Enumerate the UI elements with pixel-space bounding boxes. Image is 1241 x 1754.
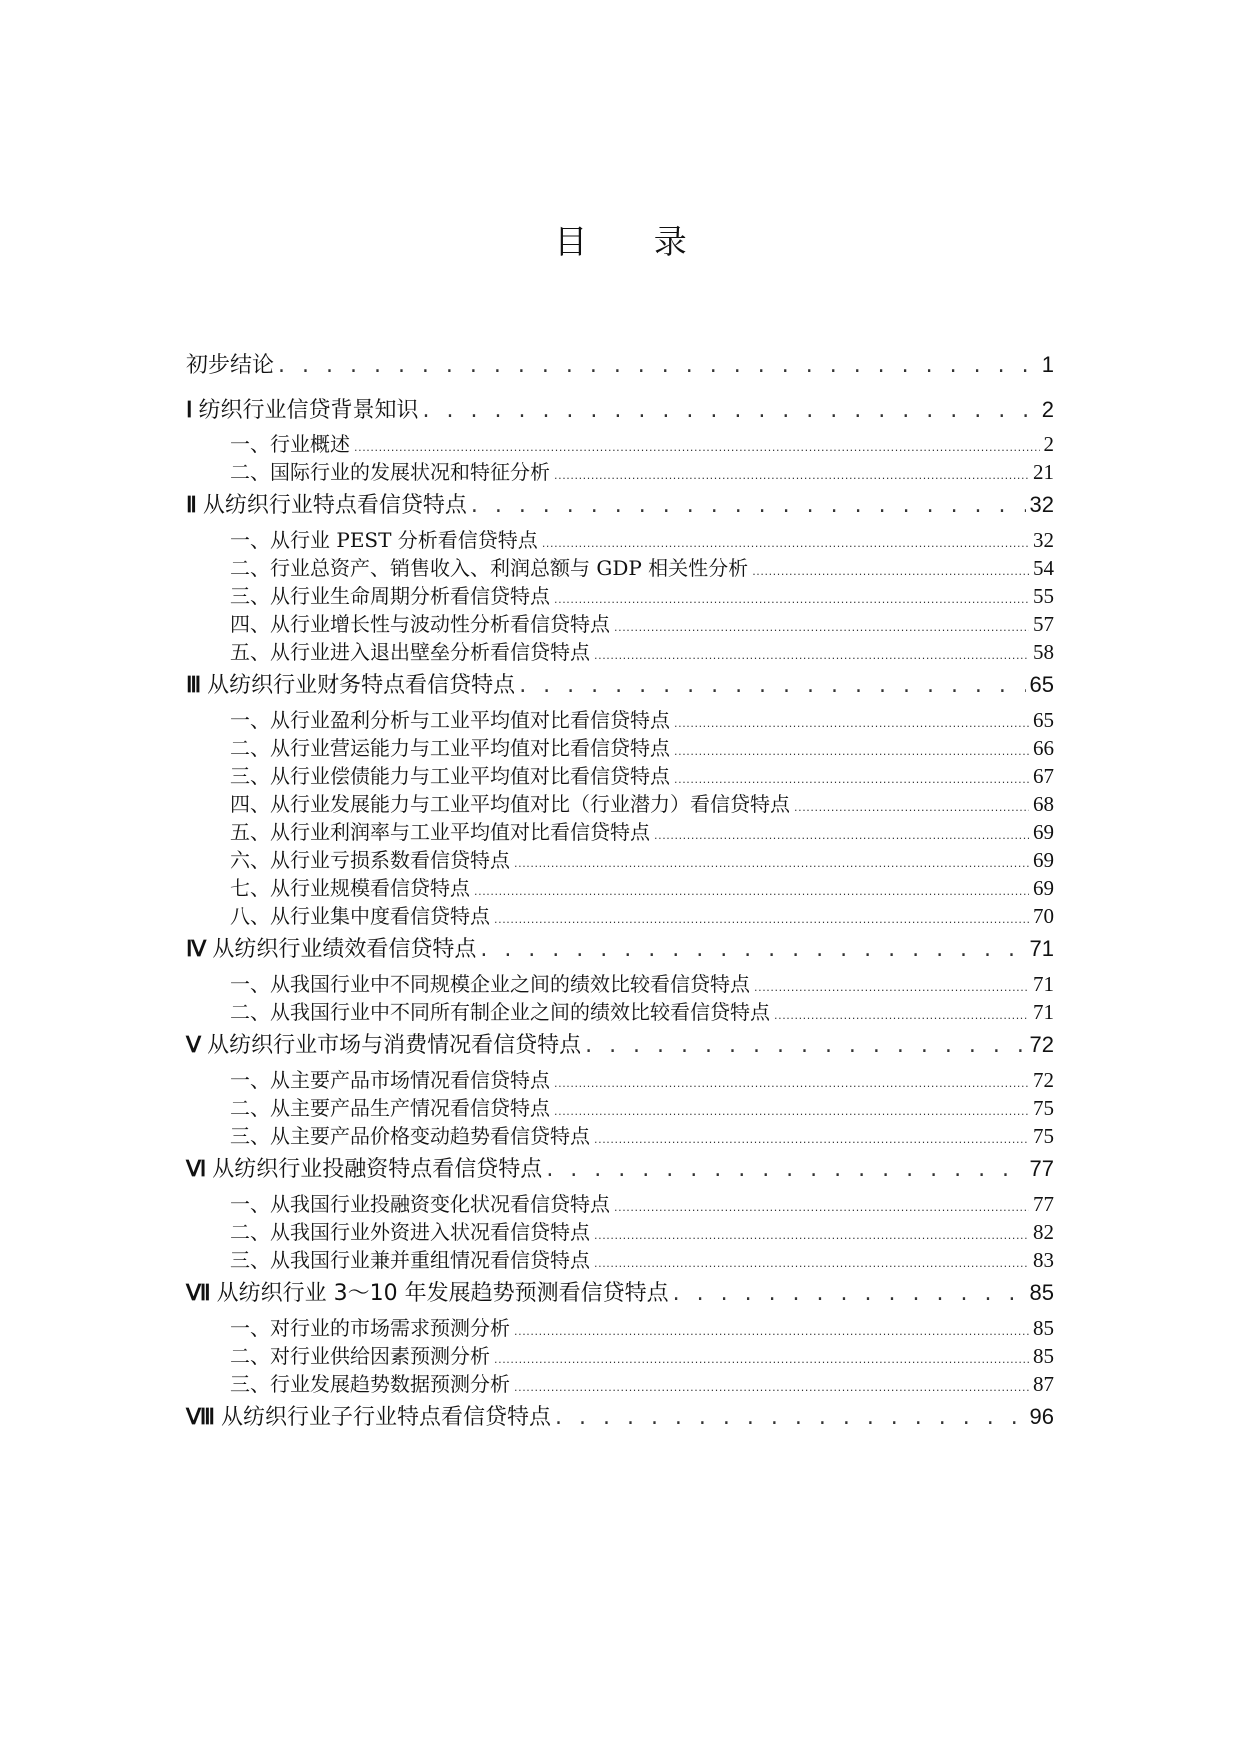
- toc-entry-label: 六、从行业亏损系数看信贷特点: [230, 848, 510, 872]
- toc-chapter-number: Ⅴ: [186, 1032, 202, 1057]
- toc-entry-label: 从纺织行业绩效看信贷特点: [212, 937, 477, 962]
- toc-entry-label: 从纺织行业特点看信贷特点: [202, 493, 467, 518]
- toc-entry-label: 三、从行业偿债能力与工业平均值对比看信贷特点: [230, 764, 670, 788]
- dot-leader: [514, 1374, 1029, 1402]
- toc-page-number: 65: [1029, 672, 1054, 697]
- dot-leader: [594, 1126, 1029, 1154]
- dot-leader: [555, 1403, 1026, 1433]
- toc-chapter-entry[interactable]: [186, 1154, 1054, 1185]
- toc-page-number: 21: [1033, 460, 1054, 484]
- toc-entry-label: 一、对行业的市场需求预测分析: [230, 1316, 510, 1340]
- toc-page-number: 75: [1033, 1124, 1054, 1148]
- toc-entry-label: 二、从我国行业中不同所有制企业之间的绩效比较看信贷特点: [230, 1000, 770, 1024]
- toc-section-entry[interactable]: [186, 458, 1054, 490]
- toc-page-number: 55: [1033, 584, 1054, 608]
- toc-entry-label: 八、从行业集中度看信贷特点: [230, 904, 490, 928]
- toc-entry-label: 五、从行业进入退出壁垒分析看信贷特点: [230, 640, 590, 664]
- toc-page-number: 32: [1029, 492, 1054, 517]
- toc-page-number: 68: [1033, 792, 1054, 816]
- toc-entry-label: 三、从我国行业兼并重组情况看信贷特点: [230, 1248, 590, 1272]
- page-title: 目 录: [554, 222, 715, 261]
- toc-entry-label: 二、行业总资产、销售收入、利润总额与 GDP 相关性分析: [230, 556, 749, 580]
- toc-page-number: 72: [1033, 1068, 1054, 1092]
- toc-page-number: 1: [1041, 352, 1054, 377]
- toc-entry-label: 一、从我国行业中不同规模企业之间的绩效比较看信贷特点: [230, 972, 750, 996]
- toc-page-number: 75: [1033, 1096, 1054, 1120]
- toc-entry-label: 三、从主要产品价格变动趋势看信贷特点: [230, 1124, 590, 1148]
- toc-entry-label: 二、从行业营运能力与工业平均值对比看信贷特点: [230, 736, 670, 760]
- toc-entry-label: 从纺织行业市场与消费情况看信贷特点: [207, 1033, 582, 1058]
- toc-page-number: 83: [1033, 1248, 1054, 1272]
- toc-entry-label: 纺织行业信贷背景知识: [198, 398, 419, 423]
- toc-page-number: 65: [1033, 708, 1054, 732]
- toc-entry-label: 二、对行业供给因素预测分析: [230, 1344, 490, 1368]
- toc-page-number: 71: [1033, 1000, 1054, 1024]
- toc-section-entry[interactable]: [186, 1246, 1054, 1278]
- toc-page-number: 85: [1033, 1316, 1054, 1340]
- toc-chapter-number: Ⅷ: [186, 1404, 215, 1429]
- toc-chapter-entry[interactable]: [186, 490, 1054, 521]
- dot-leader: [554, 462, 1029, 490]
- toc-page-number: 67: [1033, 764, 1054, 788]
- toc-chapter-number: Ⅱ: [186, 492, 197, 517]
- toc-page-number: 58: [1033, 640, 1054, 664]
- toc-page-number: 72: [1029, 1032, 1054, 1057]
- toc-entry-label: 一、从行业 PEST 分析看信贷特点: [230, 528, 538, 552]
- toc-entry-label: 一、从主要产品市场情况看信贷特点: [230, 1068, 550, 1092]
- toc-entry-label: 七、从行业规模看信贷特点: [230, 876, 470, 900]
- toc-page-number: 77: [1029, 1156, 1054, 1181]
- toc-chapter-entry[interactable]: [186, 1030, 1054, 1061]
- toc-chapter-entry[interactable]: [186, 1278, 1054, 1309]
- toc-entry-label: 二、国际行业的发展状况和特征分析: [230, 460, 550, 484]
- toc-section-entry[interactable]: [186, 1370, 1054, 1402]
- dot-leader: [594, 642, 1029, 670]
- dot-leader: [278, 351, 1038, 381]
- toc-chapter-number: Ⅰ: [186, 397, 193, 422]
- toc-page-number: 85: [1033, 1344, 1054, 1368]
- toc-entry-label: 一、从我国行业投融资变化状况看信贷特点: [230, 1192, 610, 1216]
- toc-page-number: 54: [1033, 556, 1054, 580]
- toc-page-number: 2: [1041, 397, 1054, 422]
- toc-entry-label: 初步结论: [186, 353, 275, 378]
- toc-entry-label: 一、行业概述: [230, 432, 350, 456]
- dot-leader: [471, 491, 1026, 521]
- toc-page-number: 71: [1033, 972, 1054, 996]
- toc-page-number: 71: [1029, 936, 1054, 961]
- toc-page-number: 96: [1029, 1404, 1054, 1429]
- dot-leader: [480, 935, 1025, 965]
- toc-entry-label: 三、从行业生命周期分析看信贷特点: [230, 584, 550, 608]
- toc-entry-label: 从纺织行业 3～10 年发展趋势预测看信贷特点: [216, 1281, 669, 1306]
- toc-chapter-entry[interactable]: [186, 395, 1054, 426]
- toc-entry-label: 从纺织行业财务特点看信贷特点: [207, 673, 516, 698]
- toc-chapter-entry[interactable]: [186, 670, 1054, 701]
- toc-section-entry[interactable]: [186, 1122, 1054, 1154]
- toc-entry-label: 二、从我国行业外资进入状况看信贷特点: [230, 1220, 590, 1244]
- toc-page-number: 69: [1033, 848, 1054, 872]
- toc-chapter-number: Ⅲ: [186, 672, 202, 697]
- dot-leader: [774, 1002, 1029, 1030]
- toc-section-entry[interactable]: [186, 998, 1054, 1030]
- dot-leader: [519, 671, 1025, 701]
- toc-page-number: 85: [1029, 1280, 1054, 1305]
- toc-page-number: 87: [1033, 1372, 1054, 1396]
- toc-chapter-number: Ⅵ: [186, 1156, 207, 1181]
- dot-leader: [423, 396, 1038, 426]
- toc-page-number: 32: [1033, 528, 1054, 552]
- toc-entry-label: 三、行业发展趋势数据预测分析: [230, 1372, 510, 1396]
- toc-chapter-number: Ⅳ: [186, 936, 207, 961]
- toc-chapter-entry[interactable]: [186, 350, 1054, 381]
- toc-entry-label: 从纺织行业投融资特点看信贷特点: [212, 1157, 543, 1182]
- toc-chapter-entry[interactable]: [186, 934, 1054, 965]
- toc-page-number: 82: [1033, 1220, 1054, 1244]
- toc-entry-label: 从纺织行业子行业特点看信贷特点: [220, 1405, 551, 1430]
- dot-leader: [585, 1031, 1025, 1061]
- toc-section-entry[interactable]: [186, 902, 1054, 934]
- toc-page-number: 77: [1033, 1192, 1054, 1216]
- toc-chapter-number: Ⅶ: [186, 1280, 211, 1305]
- toc-entry-label: 四、从行业增长性与波动性分析看信贷特点: [230, 612, 610, 636]
- toc-page-number: 2: [1043, 432, 1054, 456]
- dot-leader: [494, 906, 1029, 934]
- toc-chapter-entry[interactable]: [186, 1402, 1054, 1433]
- toc-page-number: 57: [1033, 612, 1054, 636]
- toc-entry-label: 二、从主要产品生产情况看信贷特点: [230, 1096, 550, 1120]
- toc-page-number: 70: [1033, 904, 1054, 928]
- toc-page-number: 69: [1033, 820, 1054, 844]
- toc-page-number: 66: [1033, 736, 1054, 760]
- dot-leader: [673, 1279, 1026, 1309]
- toc-section-entry[interactable]: [186, 638, 1054, 670]
- toc-entry-label: 一、从行业盈利分析与工业平均值对比看信贷特点: [230, 708, 670, 732]
- dot-leader: [546, 1155, 1025, 1185]
- toc-entry-label: 四、从行业发展能力与工业平均值对比（行业潜力）看信贷特点: [230, 792, 790, 816]
- toc-entry-label: 五、从行业利润率与工业平均值对比看信贷特点: [230, 820, 650, 844]
- toc-page-number: 69: [1033, 876, 1054, 900]
- dot-leader: [594, 1250, 1029, 1278]
